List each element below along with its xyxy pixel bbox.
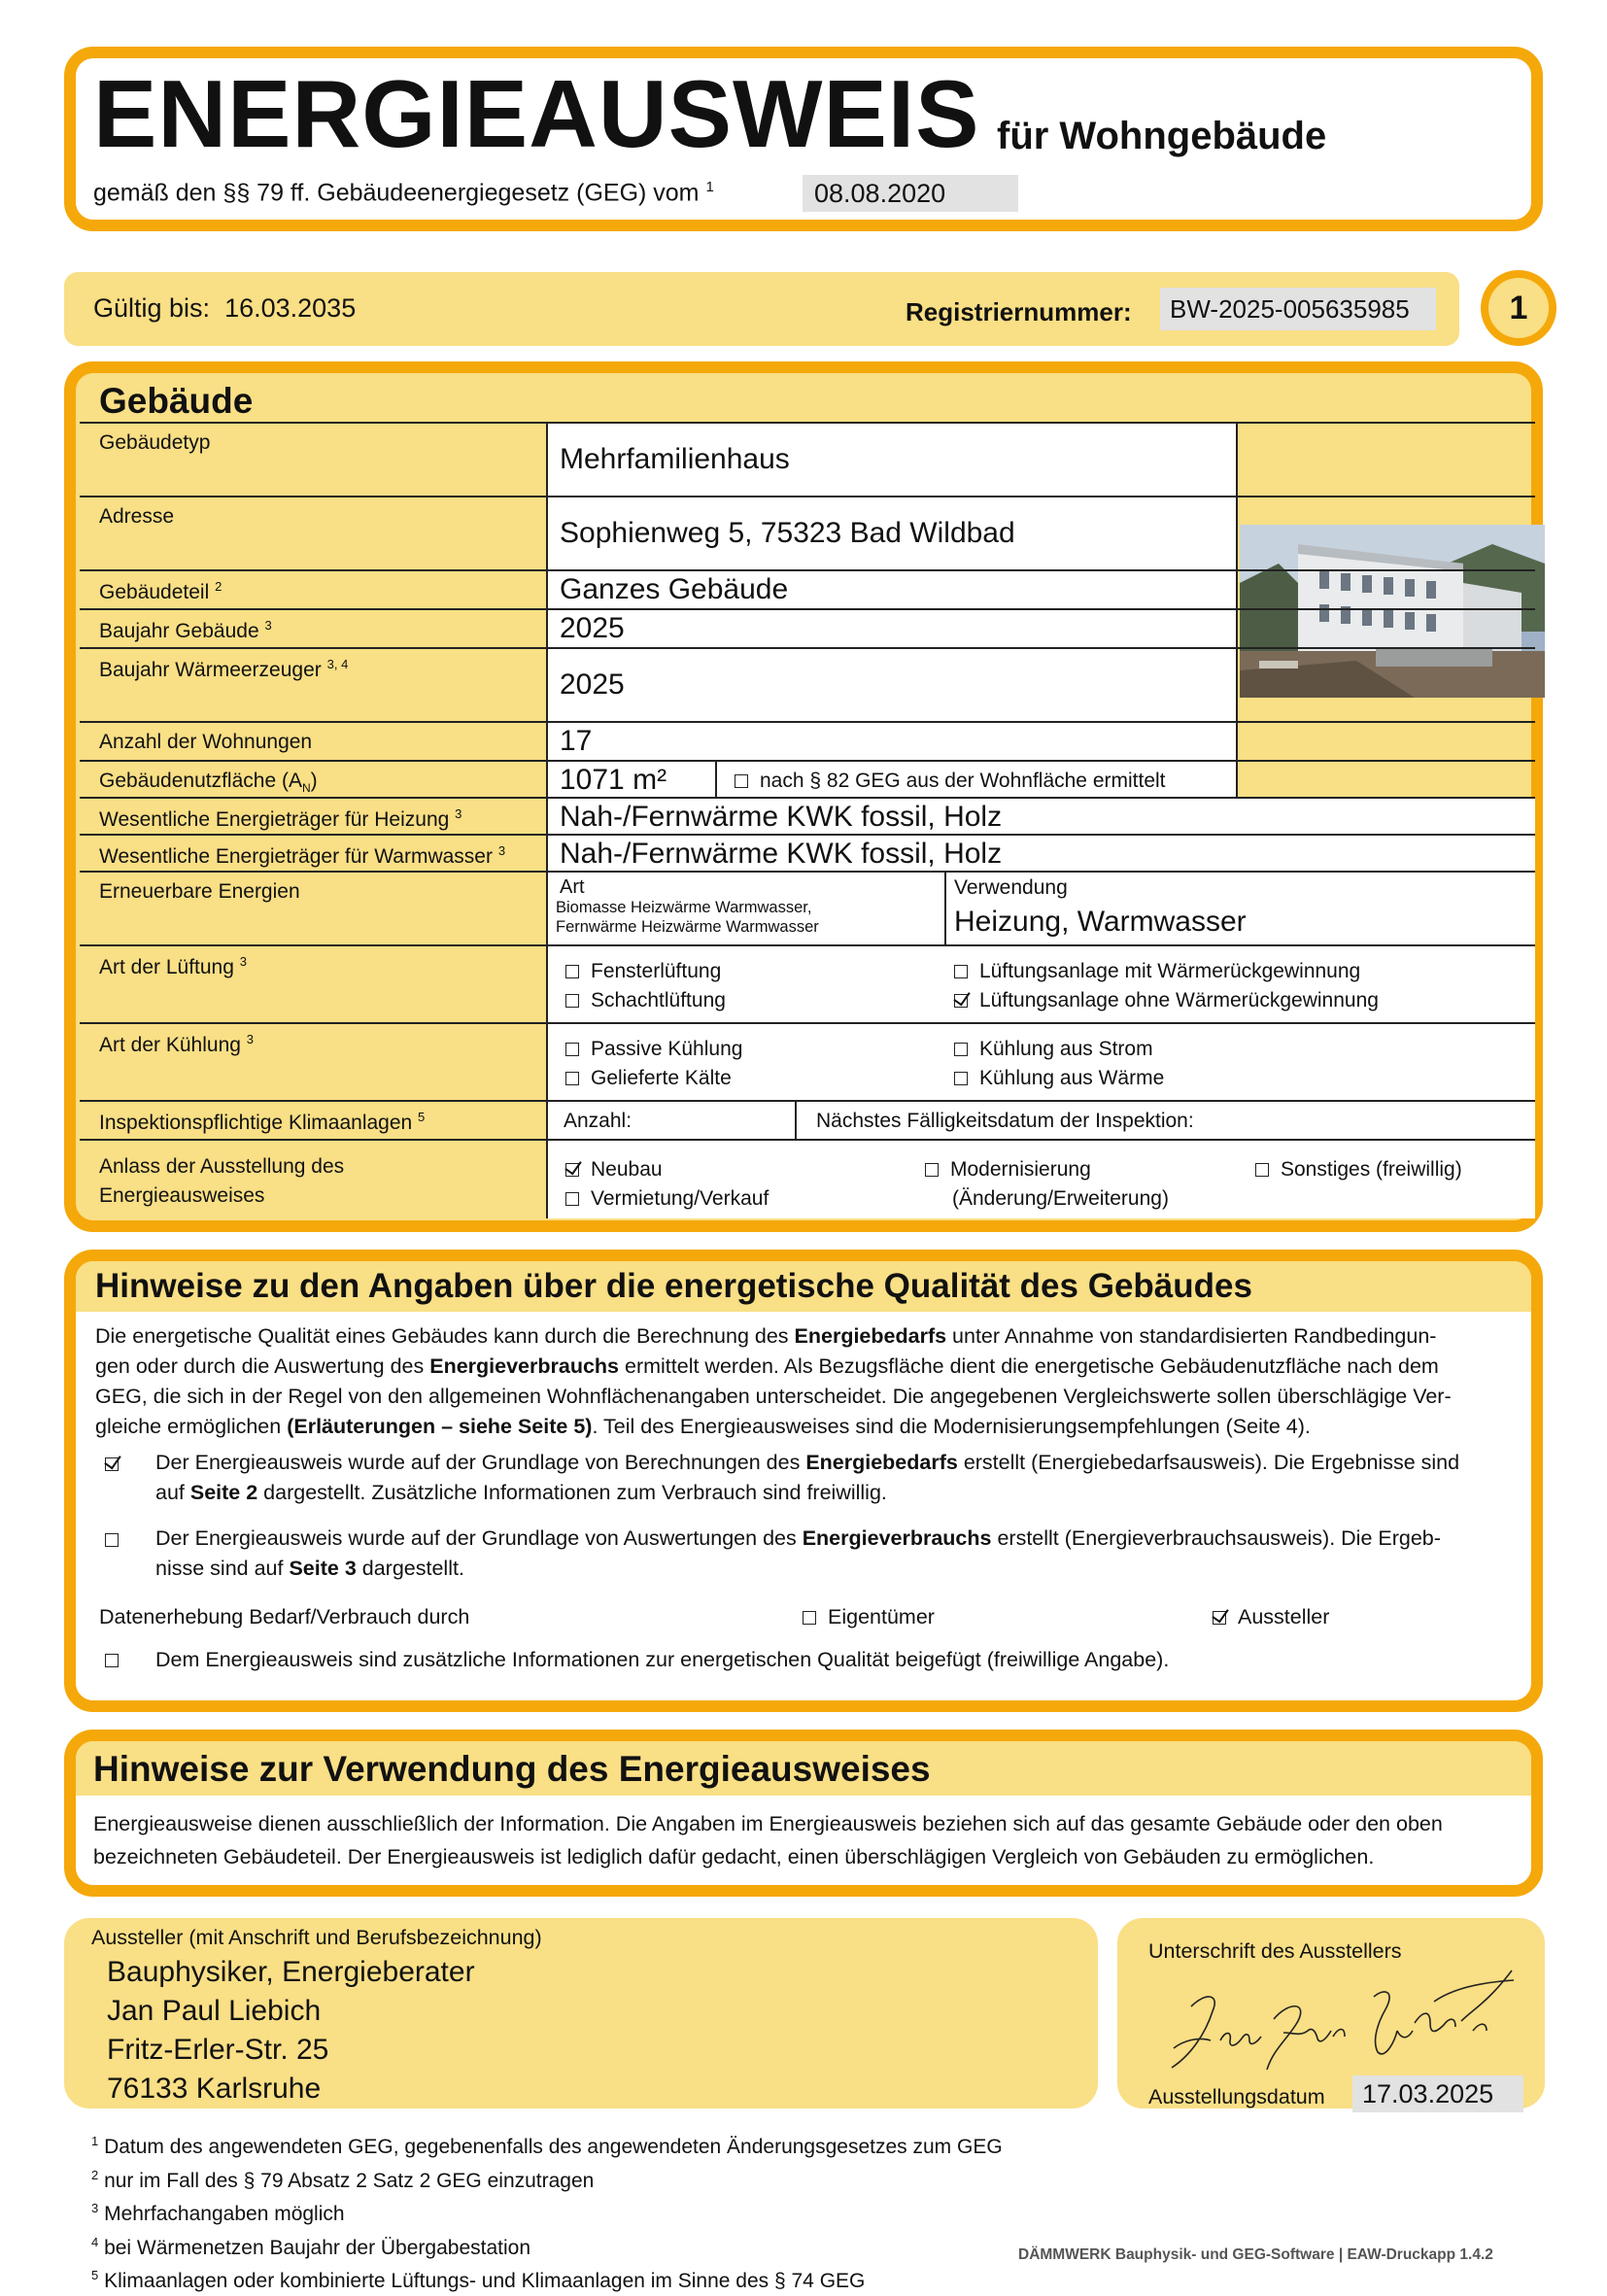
row-heating-carrier: [80, 797, 1535, 834]
value-hotwater-carrier: Nah-/Fernwärme KWK fossil, Holz: [560, 838, 1003, 870]
row-renewables: [80, 871, 1535, 944]
consumption-checkbox[interactable]: [105, 1531, 130, 1549]
issue-date-label: Ausstellungsdatum: [1148, 2085, 1325, 2108]
row-usable-area: [80, 760, 1535, 799]
label-address: Adresse: [99, 505, 175, 528]
usage-title: Hinweise zur Verwendung des Energieausweises: [93, 1749, 931, 1789]
cooling-passive[interactable]: Passive Kühlung: [565, 1038, 742, 1061]
area-option[interactable]: nach § 82 GEG aus der Wohnfläche ermittelt: [735, 770, 1166, 793]
renewables-type-label: Art: [560, 876, 585, 898]
demand-check[interactable]: [105, 1457, 119, 1471]
geg-date-field: 08.08.2020: [803, 175, 1018, 212]
issue-date: 17.03.2025: [1352, 2075, 1523, 2112]
footnote-4: $^4$ bei Wärmenetzen Baujahr der Übergabestation: [91, 2234, 530, 2259]
cooling-electric-checkbox[interactable]: [954, 1043, 968, 1056]
additional-info-text: Dem Energieausweis sind zusätzliche Informationen zur energetischen Qualität beigefügt (freiwillige Angabe).: [155, 1648, 1170, 1671]
reason-modernisation-checkbox[interactable]: [925, 1163, 939, 1177]
issuer-address: Bauphysiker, Energieberater Jan Paul Liebich Fritz-Erler-Str. 25 76133 Karlsruhe: [107, 1956, 475, 2105]
issuer-checkbox[interactable]: [1213, 1611, 1226, 1625]
ventilation-with-recovery[interactable]: Lüftungsanlage mit Wärmerückgewinnung: [954, 960, 1360, 983]
cooling-delivered-checkbox[interactable]: [565, 1072, 579, 1085]
page-title: ENERGIEAUSWEIS: [93, 60, 980, 167]
demand-checkbox[interactable]: [105, 1456, 130, 1473]
value-construction-year: 2025: [560, 612, 625, 644]
ventilation-with-recovery-checkbox[interactable]: [954, 965, 968, 978]
ac-count-label: Anzahl:: [564, 1110, 633, 1132]
row-cooling: [80, 1022, 1535, 1100]
label-air-conditioning: Inspektionspflichtige Klimaanlagen $^5$: [99, 1110, 426, 1134]
row-units: [80, 721, 1535, 760]
reason-modernisation[interactable]: Modernisierung: [925, 1158, 1091, 1182]
cooling-heat-checkbox[interactable]: [954, 1072, 968, 1085]
value-building-part: Ganzes Gebäude: [560, 573, 789, 605]
page-number-badge: 1: [1481, 270, 1556, 346]
data-collection-owner[interactable]: Eigentümer: [803, 1605, 935, 1629]
label-hotwater-carrier: Wesentliche Energieträger für Warmwasser $^3$: [99, 843, 506, 868]
valid-until: Gültig bis: 16.03.2035: [93, 293, 357, 323]
renewables-type: Biomasse Heizwärme Warmwasser, Fernwärme Heizwärme Warmwasser: [556, 899, 819, 936]
reason-modernisation-detail: (Änderung/Erweiterung): [952, 1187, 1169, 1210]
ac-next-inspection-label: Nächstes Fälligkeitsdatum der Inspektion:: [816, 1110, 1194, 1132]
row-air-conditioning: [80, 1100, 1535, 1139]
row-building-type: [80, 422, 1535, 496]
cooling-delivered[interactable]: Gelieferte Kälte: [565, 1067, 732, 1090]
label-issuance-reason: Anlass der Ausstellung des Energieausweises: [99, 1155, 345, 1207]
label-units: Anzahl der Wohnungen: [99, 731, 313, 753]
consumption-check[interactable]: [105, 1533, 119, 1547]
signature-label: Unterschrift des Ausstellers: [1148, 1939, 1402, 1963]
row-issuance-reason: [80, 1139, 1535, 1218]
reason-new-build-checkbox[interactable]: [565, 1163, 579, 1177]
footnotes: [91, 2128, 1003, 2296]
registration-label: Registriernummer:: [906, 297, 1132, 326]
reason-rent-sale[interactable]: Vermietung/Verkauf: [565, 1187, 769, 1211]
ventilation-window[interactable]: Fensterlüftung: [565, 960, 721, 983]
row-heater-year: [80, 647, 1535, 721]
label-building-type: Gebäudetyp: [99, 431, 211, 454]
usage-text: Energieausweise dienen ausschließlich der Information. Die Angaben im Energieausweis beziehen sich auf das gesamte Gebäude oder den oben bezeichneten Gebäudeteil. Der Energieausweis ist lediglich dafür gedacht, einen überschlägigen Vergleich von Gebäuden zu ermöglichen.: [93, 1812, 1443, 1868]
ventilation-shaft[interactable]: Schachtlüftung: [565, 989, 726, 1012]
additional-info-check[interactable]: [105, 1654, 119, 1667]
additional-info-checkbox[interactable]: [105, 1652, 130, 1669]
footnote-1: $^1$ Datum des angewendeten GEG, gegebenenfalls des angewendeten Änderungsgesetzes zum GEG: [91, 2134, 1003, 2158]
cooling-electric[interactable]: Kühlung aus Strom: [954, 1038, 1153, 1061]
label-ventilation: Art der Lüftung $^3$: [99, 954, 247, 978]
value-units: 17: [560, 725, 593, 757]
label-heater-year: Baujahr Wärmeerzeuger $^{3, 4}$: [99, 657, 349, 681]
label-building-part: Gebäudeteil $^2$: [99, 579, 222, 603]
reason-other-checkbox[interactable]: [1255, 1163, 1269, 1177]
row-hotwater-carrier: [80, 834, 1535, 871]
software-credit: DÄMMWERK Bauphysik- und GEG-Software | EAW-Druckapp 1.4.2: [1018, 2246, 1493, 2263]
data-collection-issuer[interactable]: Aussteller: [1213, 1605, 1329, 1629]
row-construction-year: [80, 608, 1535, 647]
quality-title: Hinweise zu den Angaben über die energetische Qualität des Gebäudes: [95, 1267, 1252, 1305]
label-construction-year: Baujahr Gebäude $^3$: [99, 618, 272, 642]
ventilation-without-recovery[interactable]: Lüftungsanlage ohne Wärmerückgewinnung: [954, 989, 1379, 1012]
value-heating-carrier: Nah-/Fernwärme KWK fossil, Holz: [560, 801, 1003, 833]
ventilation-window-checkbox[interactable]: [565, 965, 579, 978]
value-building-type: Mehrfamilienhaus: [560, 443, 790, 475]
quality-intro: Die energetische Qualität eines Gebäudes kann durch die Berechnung des Energiebedarfs unter Annahme von standardisierten Randbedingun- gen oder durch die Auswertung des Energieverbrauchs ermittelt werden. Als Bezugsfläche dient die energetische Gebäudenutzfläche nach dem GEG, die sich in der Regel von den allgemeinen Wohnflächenangaben unterscheidet. Die angegebenen Vergleichswerte sollen überschlägige Ver- gleiche ermöglichen (Erläuterungen – siehe Seite 5). Teil des Energieausweises sind die Modernisierungsempfehlungen (Seite 4).: [95, 1324, 1452, 1438]
registration-number: BW-2025-005635985: [1160, 288, 1436, 330]
ventilation-shaft-checkbox[interactable]: [565, 994, 579, 1008]
area-option-checkbox[interactable]: [735, 774, 748, 788]
value-heater-year: 2025: [560, 668, 625, 701]
cooling-passive-checkbox[interactable]: [565, 1043, 579, 1056]
footnote-2: $^2$ nur im Fall des § 79 Absatz 2 Satz 2 GEG einzutragen: [91, 2167, 595, 2192]
owner-checkbox[interactable]: [803, 1611, 816, 1625]
data-collection-label: Datenerhebung Bedarf/Verbrauch durch: [99, 1605, 470, 1628]
value-usable-area: 1071 m²: [560, 764, 667, 796]
footnote-5: $^5$ Klimaanlagen oder kombinierte Lüftungs- und Klimaanlagen im Sinne des § 74 GEG: [91, 2268, 866, 2292]
cooling-heat[interactable]: Kühlung aus Wärme: [954, 1067, 1164, 1090]
page-title-suffix: für Wohngebäude: [997, 115, 1327, 157]
footnote-3: $^3$ Mehrfachangaben möglich: [91, 2201, 345, 2225]
legal-basis: gemäß den §§ 79 ff. Gebäudeenergiegesetz (GEG) vom $^1$: [93, 179, 714, 207]
row-ventilation: [80, 944, 1535, 1022]
reason-other[interactable]: Sonstiges (freiwillig): [1255, 1158, 1462, 1182]
renewables-use-label: Verwendung: [954, 876, 1068, 899]
reason-rent-sale-checkbox[interactable]: [565, 1192, 579, 1206]
label-usable-area: Gebäudenutzfläche $(A_N)$: [99, 770, 318, 796]
building-title: Gebäude: [99, 381, 254, 421]
label-renewables: Erneuerbare Energien: [99, 880, 300, 903]
row-address: [80, 496, 1535, 569]
signature: [1152, 1963, 1541, 2084]
reason-new-build[interactable]: Neubau: [565, 1158, 663, 1182]
issuer-label: Aussteller (mit Anschrift und Berufsbezeichnung): [91, 1926, 542, 1949]
value-renewables-use: Heizung, Warmwasser: [954, 906, 1247, 938]
demand-text: Der Energieausweis wurde auf der Grundlage von Berechnungen des Energiebedarfs erstellt (Energiebedarfsausweis). Die Ergebnisse sind auf Seite 2 dargestellt. Zusätzliche Informationen zum Verbrauch sind freiwillig.: [155, 1451, 1460, 1504]
label-heating-carrier: Wesentliche Energieträger für Heizung $^3$: [99, 806, 462, 831]
ventilation-without-recovery-checkbox[interactable]: [954, 994, 968, 1008]
consumption-text: Der Energieausweis wurde auf der Grundlage von Auswertungen des Energieverbrauchs erstellt (Energieverbrauchsausweis). Die Ergeb- nisse sind auf Seite 3 dargestellt.: [155, 1526, 1441, 1580]
row-building-part: [80, 569, 1535, 608]
value-address: Sophienweg 5, 75323 Bad Wildbad: [560, 517, 1015, 549]
label-cooling: Art der Kühlung $^3$: [99, 1032, 255, 1056]
